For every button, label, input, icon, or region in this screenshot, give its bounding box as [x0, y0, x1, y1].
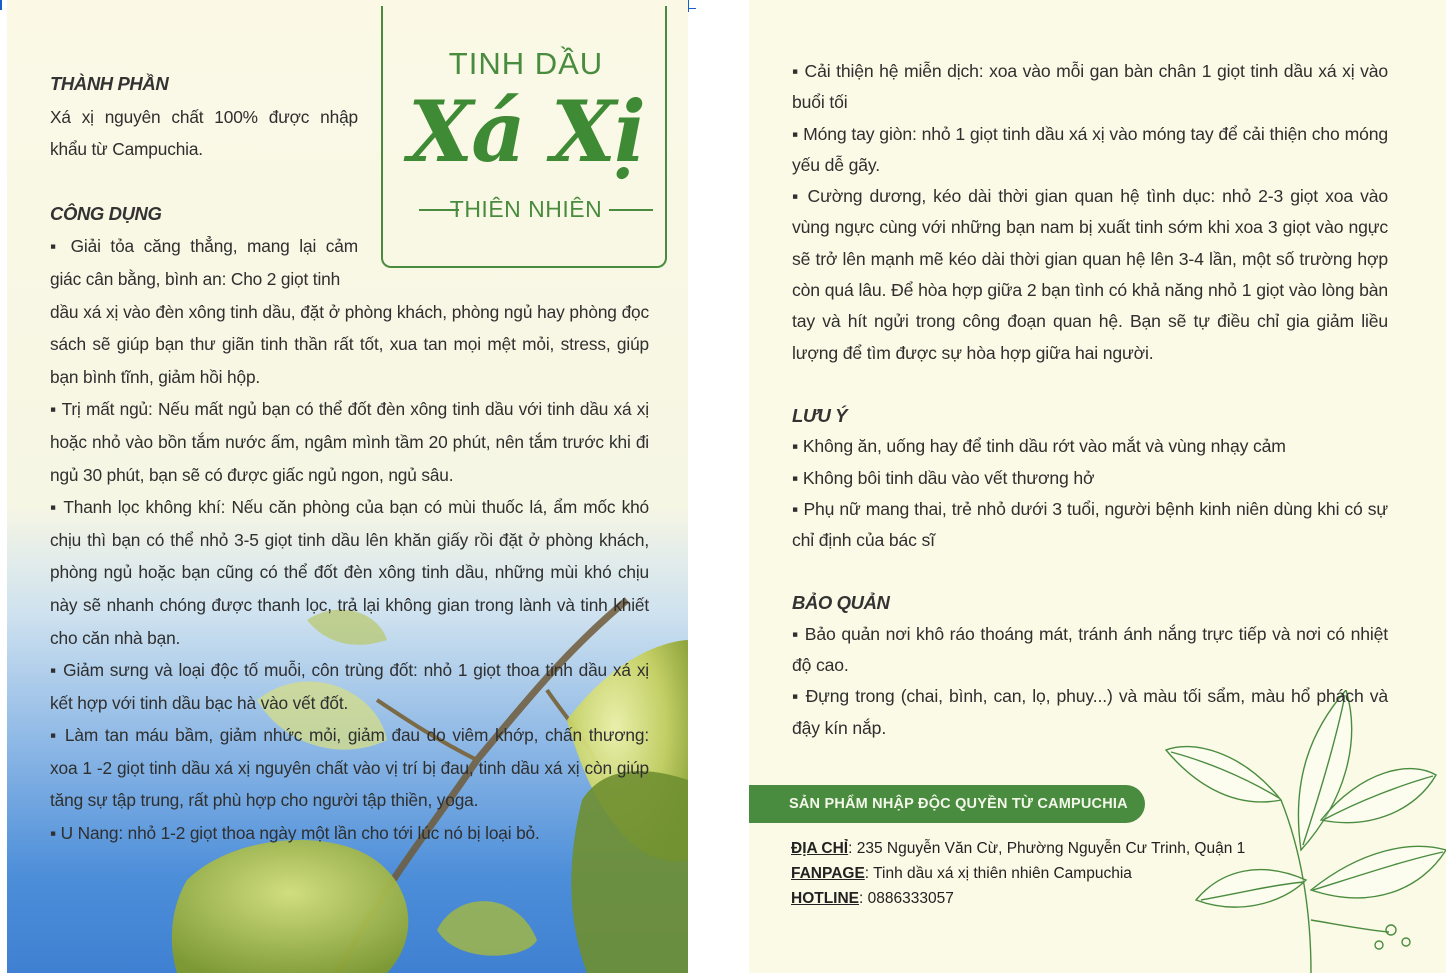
fanpage-value: : Tinh dầu xá xị thiên nhiên Campuchia [864, 865, 1132, 882]
uses-item: ▪ Làm tan máu bầm, giảm nhức mỏi, giảm đau do viêm khớp, chấn thương: xoa 1 -2 giọt tinh dầu xá xị nguyên chất vào vị trí bị đau, tinh dầu xá xị còn giúp tăng sự tập trung, rất phù hợp cho người tập thiền, yoga. [50, 725, 649, 811]
hotline-line [791, 886, 1245, 911]
uses-paragraph: dầu xá xị vào đèn xông tinh dầu, đặt ở phòng khách, phòng ngủ hay phòng đọc sách sẽ giúp bạn thư giãn tinh thần rất tốt, xua tan mọi mệt mỏi, stress, giúp bạn bình tĩnh, giảm hồi hộp. [50, 301, 649, 387]
address-line [791, 836, 1245, 861]
product-title-box [381, 6, 667, 268]
title-divider-right [609, 209, 653, 211]
exclusive-import-banner: SẢN PHẨM NHẬP ĐỘC QUYỀN TỪ CAMPUCHIA [749, 785, 1145, 823]
storage-item: ▪ Bảo quản nơi khô ráo thoáng mát, tránh ánh nắng trực tiếp và nơi có nhiệt độ cao. [792, 623, 1388, 676]
uses-line: ▪ Giải tỏa căng thẳng, mang lại cảm [50, 236, 358, 257]
note-item: ▪ Không ăn, uống hay để tinh dầu rớt vào mắt và vùng nhạy cảm [792, 436, 1286, 457]
ingredients-line: khẩu từ Campuchia. [50, 139, 203, 160]
title-main: Xá Xị [408, 82, 644, 181]
title-top: TINH DẦU [448, 46, 604, 81]
left-panel [7, 0, 688, 973]
uses-item: ▪ Móng tay giòn: nhỏ 1 giọt tinh dầu xá xị vào móng tay để cải thiện cho móng yếu dễ gãy. [792, 123, 1388, 175]
uses-item: ▪ Giảm sưng và loại độc tố muỗi, côn trùng đốt: nhỏ 1 giọt thoa tinh dầu xá xị kết hợp với tinh dầu bạc hà vào vết đốt. [50, 660, 649, 713]
uses-item: ▪ Cải thiện hệ miễn dịch: xoa vào mỗi gan bàn chân 1 giọt tinh dầu xá xị vào buổi tối [792, 61, 1388, 113]
contact-info [791, 836, 1245, 911]
uses-item: ▪ Thanh lọc không khí: Nếu căn phòng của bạn có mùi thuốc lá, ẩm mốc khó chịu thì bạn có thể nhỏ 3-5 giọt tinh dầu lên khăn giấy rồi đặt ở phòng khách, phòng ngủ hoặc bạn cũng có thể đốt đèn xông tinh dầu, những mùi khó chịu này sẽ nhanh chóng được thanh lọc, trả lại không gian trong lành và tinh khiết cho căn nhà bạn. [50, 497, 649, 648]
uses-item: ▪ U Nang: nhỏ 1-2 giọt thoa ngày một lần cho tới lúc nó bị loại bỏ. [50, 823, 540, 844]
address-label: ĐỊA CHỈ [791, 840, 849, 857]
ingredients-line: Xá xị nguyên chất 100% được nhập [50, 106, 358, 127]
right-text-column [792, 56, 1388, 744]
crop-mark [0, 0, 2, 10]
note-item: ▪ Phụ nữ mang thai, trẻ nhỏ dưới 3 tuổi, người bệnh kinh niên dùng khi có sự chỉ định của bác sĩ [792, 498, 1388, 551]
uses-heading: CÔNG DỤNG [50, 202, 162, 224]
uses-item: ▪ Trị mất ngủ: Nếu mất ngủ bạn có thể đốt đèn xông tinh dầu với tinh dầu xá xị hoặc nhỏ vào bồn tắm nước ấm, ngâm mình tầm 20 phút, nên tắm trước khi đi ngủ 30 phút, bạn sẽ có được giấc ngủ ngon, ngủ sâu. [50, 399, 649, 485]
fanpage-label: FANPAGE [791, 865, 865, 882]
storage-item: ▪ Đựng trong (chai, bình, can, lọ, phuy...) và màu tối sẩm, màu hổ phách và đậy kín nắp. [792, 686, 1388, 738]
address-value: : 235 Nguyễn Văn Cừ, Phường Nguyễn Cư Trinh, Quận 1 [848, 840, 1246, 857]
fanpage-line [791, 861, 1245, 886]
notes-heading: LƯU Ý [792, 404, 848, 426]
note-item: ▪ Không bôi tinh dầu vào vết thương hở [792, 467, 1095, 488]
ingredients-heading: THÀNH PHẦN [50, 73, 169, 94]
crop-mark [688, 0, 689, 12]
uses-item: ▪ Cường dương, kéo dài thời gian quan hệ tình dục: nhỏ 2-3 giọt xoa vào vùng ngực cùng với những bạn nam bị xuất tinh sớm khi xoa 3 giọt vào ngực sẽ trở lên mạnh mẽ kéo dài thời gian quan hệ lên 3-4 lần, một số trường hợp còn quá lâu. Để hòa hợp giữa 2 bạn tình có khả năng nhỏ 1 giọt vào lòng bàn tay và hít ngửi trong công đoạn quan hệ. Bạn sẽ tự điều chỉ gia giảm liều lượng để tìm được sự hòa hợp giữa hai người. [792, 186, 1388, 363]
hotline-label: HOTLINE [791, 890, 860, 907]
hotline-value: : 0886333057 [859, 890, 954, 907]
uses-line: giác cân bằng, bình an: Cho 2 giọt tinh [50, 268, 341, 289]
right-panel [749, 0, 1446, 973]
title-sub: THIÊN NHIÊN [449, 196, 603, 222]
storage-heading: BẢO QUẢN [792, 592, 890, 614]
